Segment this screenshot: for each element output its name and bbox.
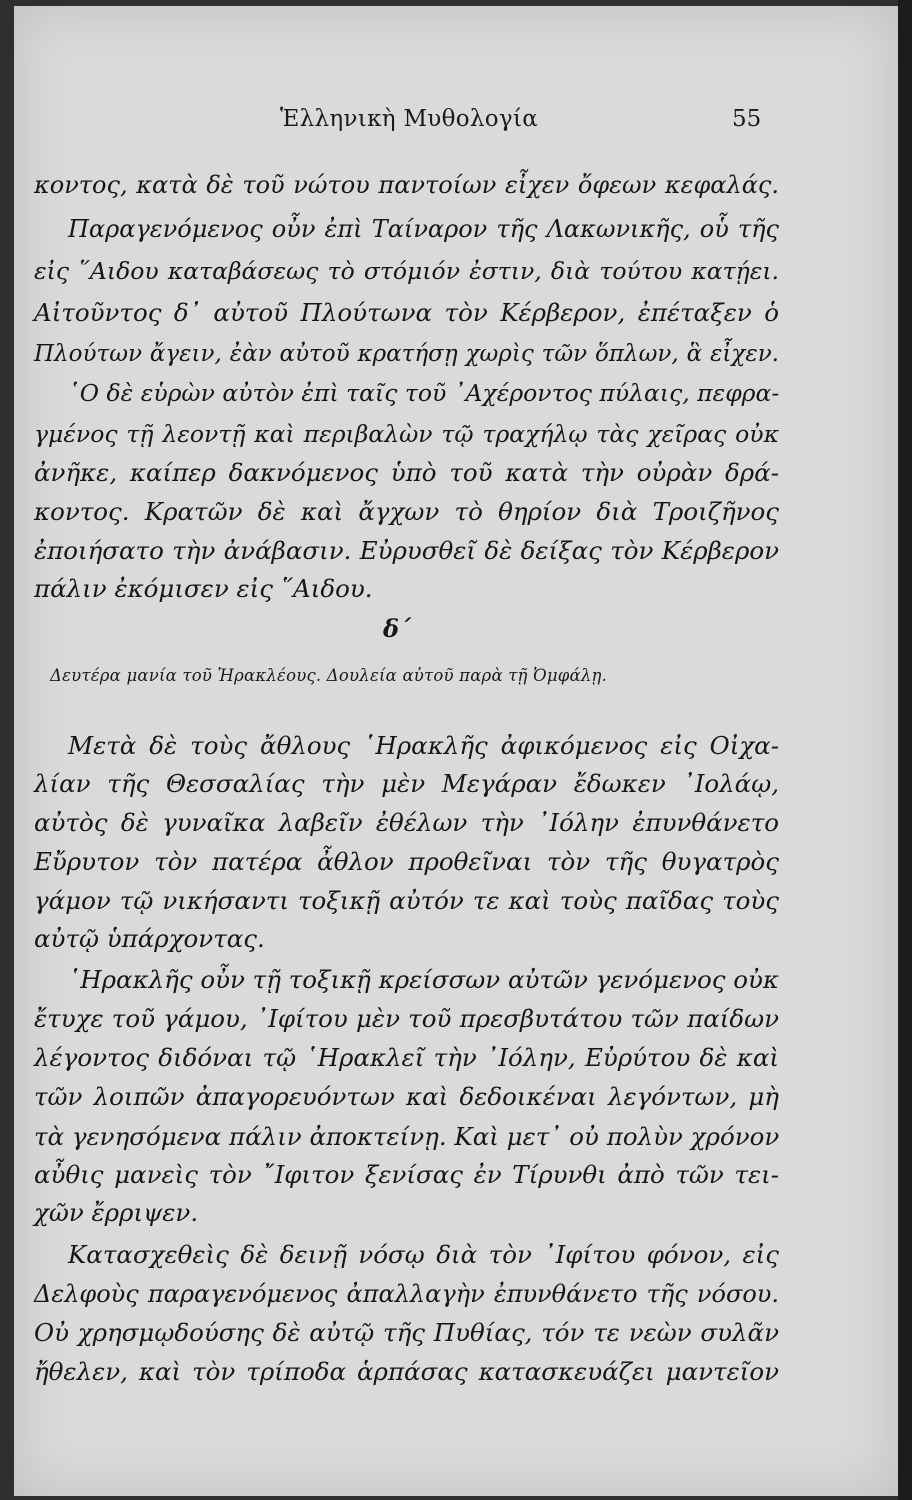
text-line: Αἰτοῦντος δ᾽ αὐτοῦ Πλούτωνα τὸν Κέρβερον, ἐπέταξεν ὁ <box>34 298 779 327</box>
book-page <box>14 6 898 1496</box>
text-line: λίαν τῆς Θεσσαλίας τὴν μὲν Μεγάραν ἔδωκεν ᾿Ιολάῳ, <box>34 769 779 798</box>
text-line: χῶν ἔρριψεν. <box>34 1198 199 1227</box>
text-line: κοντος, κατὰ δὲ τοῦ νώτου παντοίων εἶχεν ὄφεων κεφαλάς. <box>34 171 779 199</box>
text-line: ῾Ηρακλῆς οὖν τῇ τοξικῇ κρείσσων αὐτῶν γενόμενος οὐκ <box>68 965 779 994</box>
text-line: ἀνῆκε, καίπερ δακνόμενος ὑπὸ τοῦ κατὰ τὴν οὐρὰν δρά- <box>34 458 779 487</box>
text-line: ἐποιήσατο τὴν ἀνάβασιν. Εὐρυσθεῖ δὲ δείξας τὸν Κέρβερον <box>34 536 779 565</box>
text-line: Πλούτων ἄγειν, ἐὰν αὐτοῦ κρατήσῃ χωρὶς τῶν ὅπλων, ἃ εἶχεν. <box>34 341 779 367</box>
section-title: Δευτέρα μανία τοῦ Ἡρακλέους. Δουλεία αὐτοῦ παρὰ τῇ Ὀμφάλῃ. <box>50 666 608 685</box>
text-line: εἰς ῞Αιδου καταβάσεως τὸ στόμιόν ἐστιν, διὰ τούτου κατῄει. <box>34 257 779 285</box>
running-title: Ἑλληνικὴ Μυθολογία <box>280 106 539 132</box>
text-line: κοντος. Κρατῶν δὲ καὶ ἄγχων τὸ θηρίον διὰ Τροιζῆνος <box>34 497 779 526</box>
text-line: τῶν λοιπῶν ἀπαγορευόντων καὶ δεδοικέναι λεγόντων, μὴ <box>34 1082 779 1111</box>
text-line: λέγοντος διδόναι τῷ ῾Ηρακλεῖ τὴν ᾿Ιόλην, Εὐρύτου δὲ καὶ <box>34 1043 779 1072</box>
text-line: γμένος τῇ λεοντῇ καὶ περιβαλὼν τῷ τραχήλῳ τὰς χεῖρας οὐκ <box>34 420 779 448</box>
text-line: γάμον τῷ νικήσαντι τοξικῇ αὐτόν τε καὶ τοὺς παῖδας τοὺς <box>34 886 779 915</box>
text-line: ῾Ο δὲ εὑρὼν αὐτὸν ἐπὶ ταῖς τοῦ ᾿Αχέροντος πύλαις, πεφρα- <box>68 379 780 407</box>
page-header <box>14 106 898 146</box>
text-line: ἔτυχε τοῦ γάμου, ᾿Ιφίτου μὲν τοῦ πρεσβυτάτου τῶν παίδων <box>34 1004 779 1033</box>
text-line: Κατασχεθεὶς δὲ δεινῇ νόσῳ διὰ τὸν ᾿Ιφίτου φόνον, εἰς <box>68 1240 779 1269</box>
text-line: αὖθις μανεὶς τὸν ῎Ιφιτον ξενίσας ἐν Τίρυνθι ἀπὸ τῶν τει- <box>34 1160 779 1189</box>
text-line: Δελφοὺς παραγενόμενος ἀπαλλαγὴν ἐπυνθάνετο τῆς νόσου. <box>34 1280 779 1308</box>
text-line: Παραγενόμενος οὖν ἐπὶ Ταίναρον τῆς Λακωνικῆς, οὗ τῆς <box>68 215 779 243</box>
scan-edge <box>898 0 912 1500</box>
text-line: Εὔρυτον τὸν πατέρα ἆθλον προθεῖναι τὸν τῆς θυγατρὸς <box>34 847 779 876</box>
section-number: δ΄ <box>383 614 412 643</box>
text-line: Μετὰ δὲ τοὺς ἄθλους ῾Ηρακλῆς ἀφικόμενος εἰς Οἰχα- <box>68 731 779 760</box>
page-number: 55 <box>732 106 762 132</box>
text-line: αὐτῷ ὑπάρχοντας. <box>34 924 265 953</box>
text-line: αὐτὸς δὲ γυναῖκα λαβεῖν ἐθέλων τὴν ᾿Ιόλην ἐπυνθάνετο <box>34 808 779 837</box>
text-line: πάλιν ἐκόμισεν εἰς ῞Αιδου. <box>34 574 373 603</box>
text-line: ἤθελεν, καὶ τὸν τρίποδα ἁρπάσας κατασκευάζει μαντεῖον <box>34 1357 779 1386</box>
text-line: Οὐ χρησμῳδούσης δὲ αὐτῷ τῆς Πυθίας, τόν τε νεὼν συλᾶν <box>34 1318 779 1347</box>
text-line: τὰ γενησόμενα πάλιν ἀποκτείνῃ. Καὶ μετ᾽ οὐ πολὺν χρόνον <box>34 1122 780 1151</box>
